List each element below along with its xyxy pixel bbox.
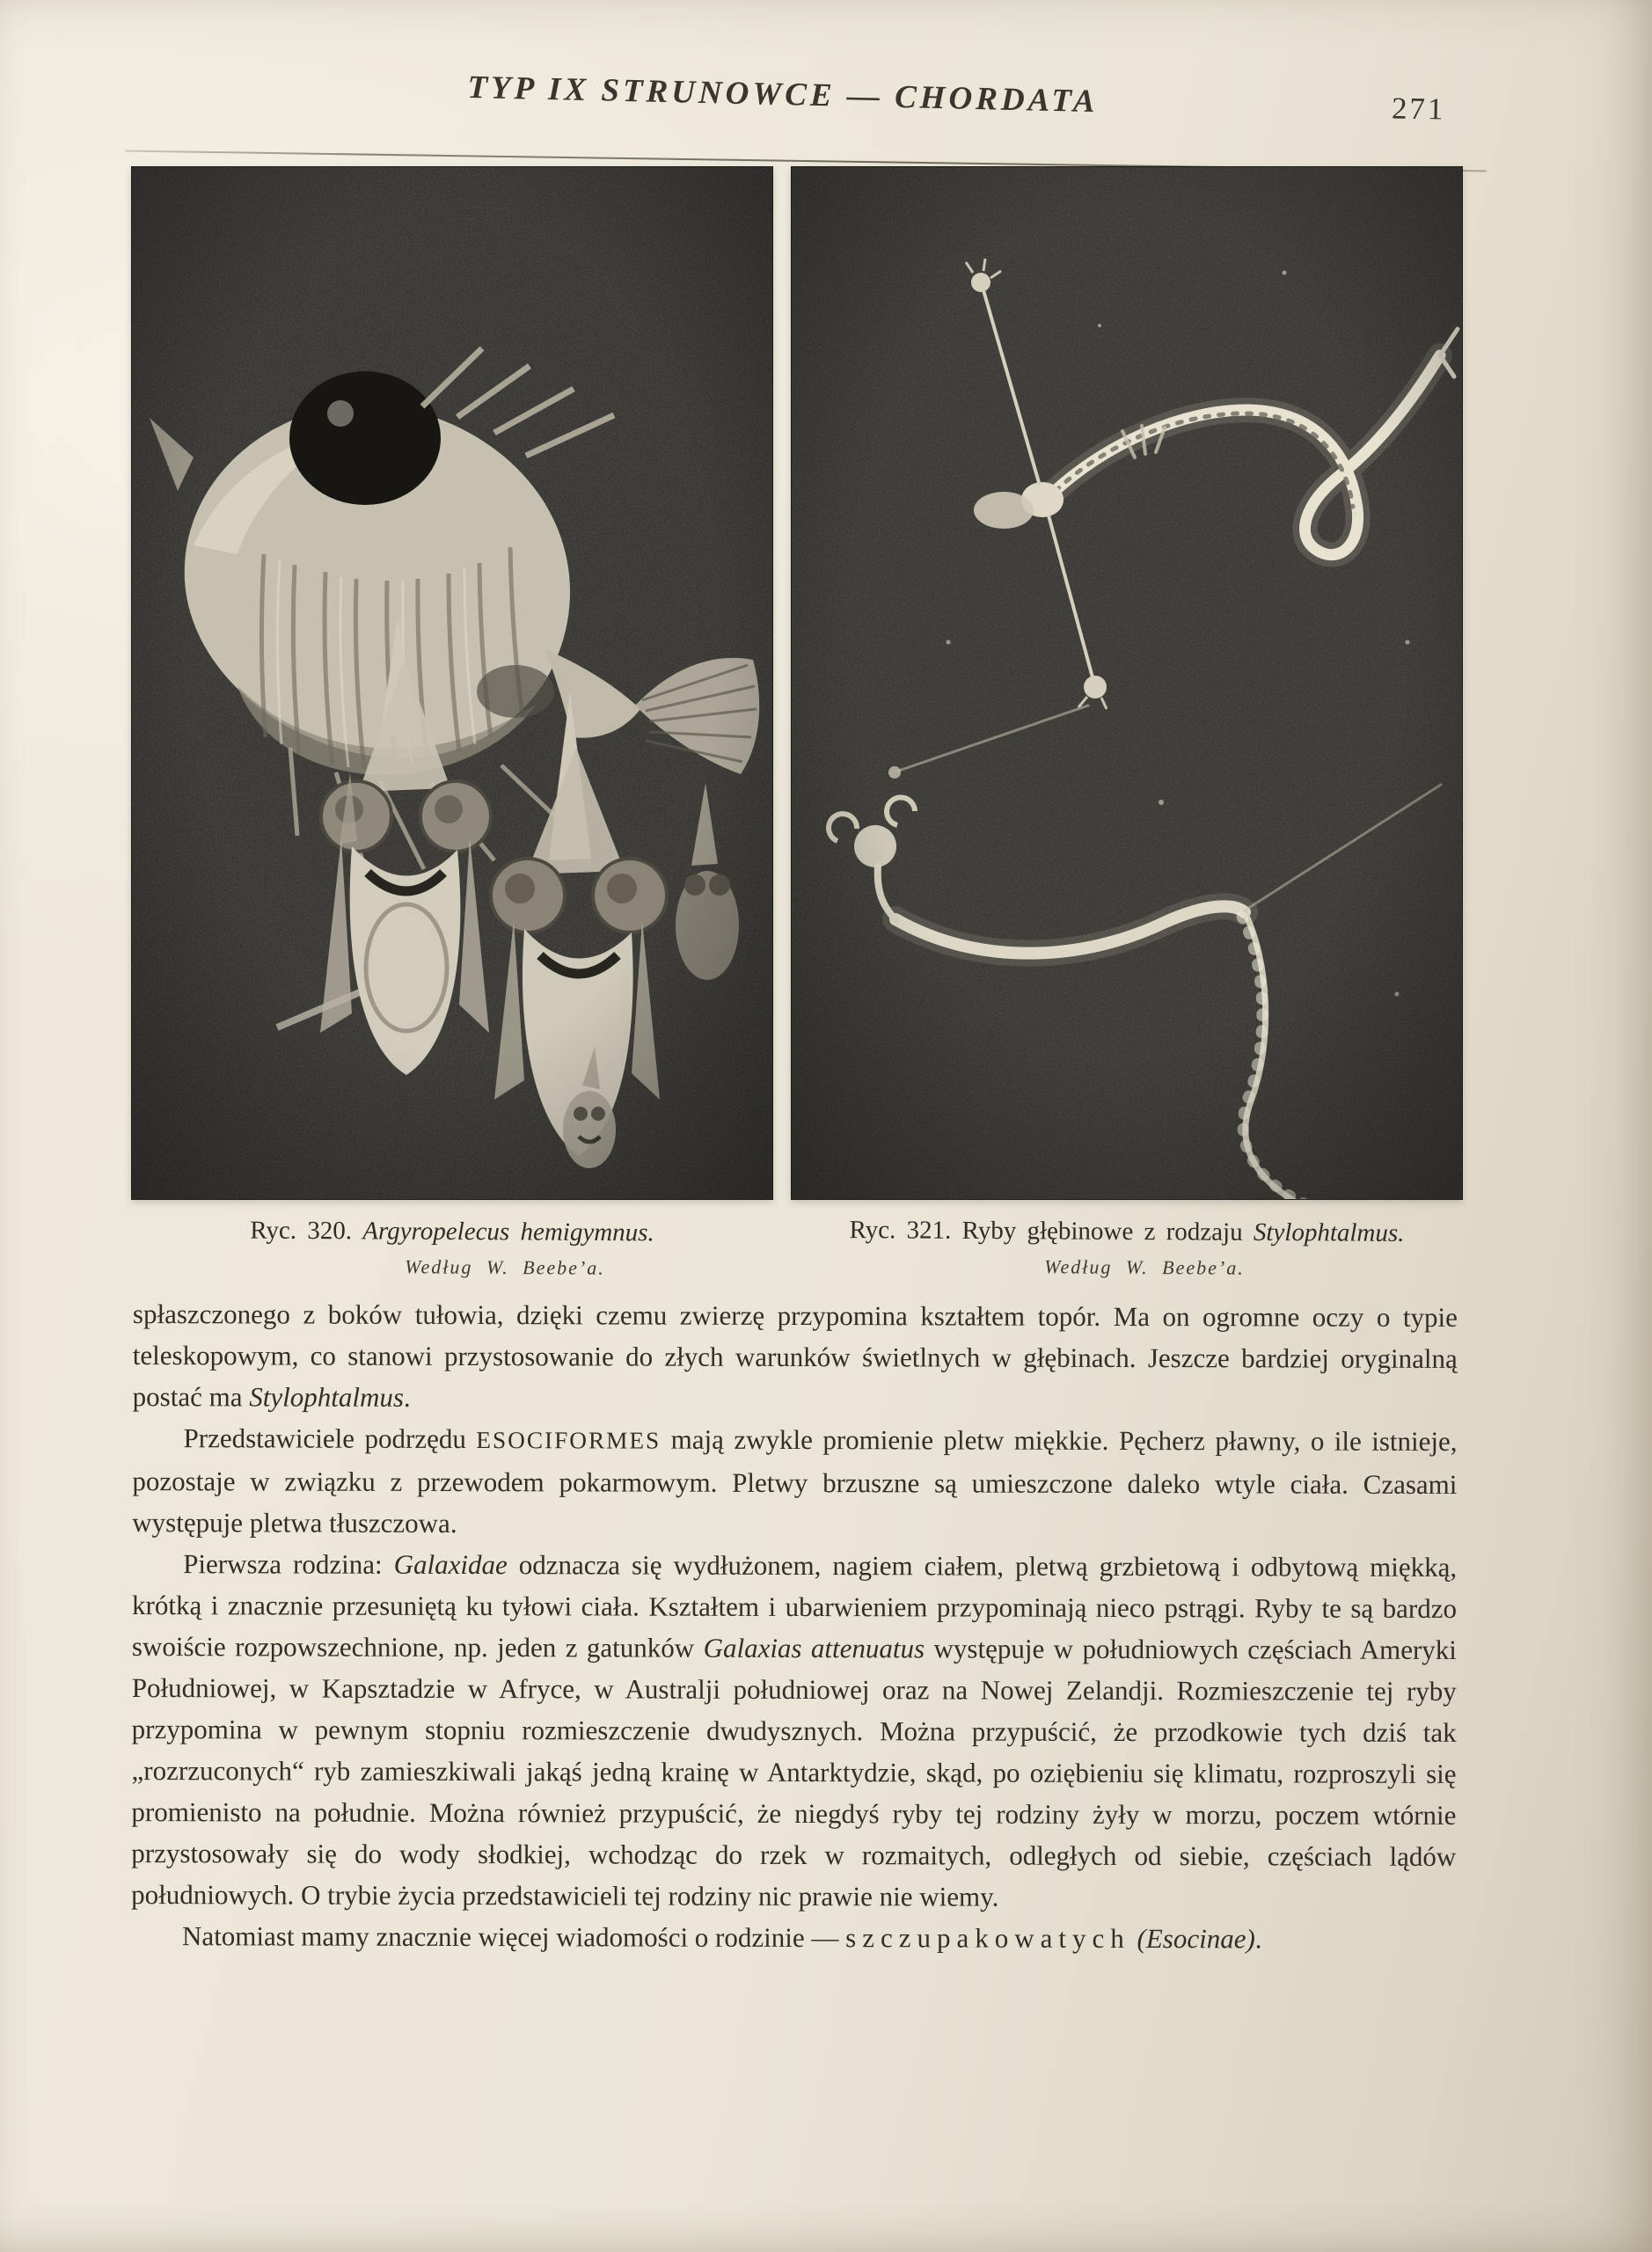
figure-320-credit: Według W. Beebe’a. bbox=[405, 1255, 605, 1279]
paragraph-4: Natomiast mamy znacznie więcej wiadomości o rodzinie — szczupakowatych (Esocinae). bbox=[182, 1920, 1262, 1955]
paragraph-3: Pierwsza rodzina: Galaxidae odznacza się wydłużonem, nagiem ciałem, pletwą grzbietową i odbytową miękką, krótką i znacznie przesuniętą ku tyłowi ciała. Kształtem i ubarwieniem przypominają nieco pstrągi. Ryby te są bardzo swoiście rozpowszechnione, np. jeden z gatunków Galaxias attenuatus występuje w południowych częściach Ameryki Południowej, w Kapsztadzie w Afryce, w Australji południowej oraz na Nowej Zelandji. Rozmieszczenie tej ryby przypomina w pewnym stopniu rozmieszczenie dwudysznych. Można przypuścić, że przodkowie tych dziś tak „rozrzuconych“ ryb zamieszkiwali jakąś jedną krainę w Antarktydzie, skąd, po oziębieniu się klimatu, rozproszyli się promienisto na południe. Można również przypuścić, że niegdyś ryby tej rodziny żyły w morzu, poczem wtórnie przystosowały się do wody słodkiej, wchodząc do rzek w rozmaitych, odległych od siebie, częściach lądów południowych. O trybie życia przedstawicieli tej rodziny nic prawie nie wiemy. bbox=[131, 1548, 1458, 1912]
figure-320-caption: Ryc. 320. Argyropelecus hemigymnus. bbox=[250, 1216, 654, 1247]
hatchetfish-illustration bbox=[132, 167, 772, 1199]
hatchetfish-photo bbox=[132, 167, 772, 1199]
figure-321-caption: Ryc. 321. Ryby głębinowe z rodzaju Stylophtalmus. bbox=[849, 1216, 1405, 1247]
figure-321-credit: Według W. Beebe’a. bbox=[1044, 1255, 1245, 1279]
stylophtalmus-illustration bbox=[792, 167, 1462, 1199]
page-number: 271 bbox=[1391, 91, 1446, 127]
paragraph-2: Przedstawiciele podrzędu ESOCIFORMES mają zwykle promienie pletw miękkie. Pęcherz pławny, o ile istnieje, pozostaje w związku z przewodem pokarmowym. Pletwy brzuszne są umieszczone daleko wtyle ciała. Czasami występuje pletwa tłuszczowa. bbox=[132, 1422, 1458, 1539]
stylophtalmus-photo bbox=[792, 167, 1462, 1199]
paragraph-1: spłaszczonego z boków tułowia, dzięki czemu zwierzę przypomina kształtem topór. Ma on ogromne oczy o typie teleskopowym, co stanowi przystosowanie do złych warunków świetlnych w głębinach. Jeszcze bardziej oryginalną postać ma Stylophtalmus. bbox=[132, 1298, 1458, 1413]
running-title: TYP IX STRUNOWCE — CHORDATA bbox=[467, 69, 1099, 121]
body-text bbox=[131, 1293, 1458, 1960]
